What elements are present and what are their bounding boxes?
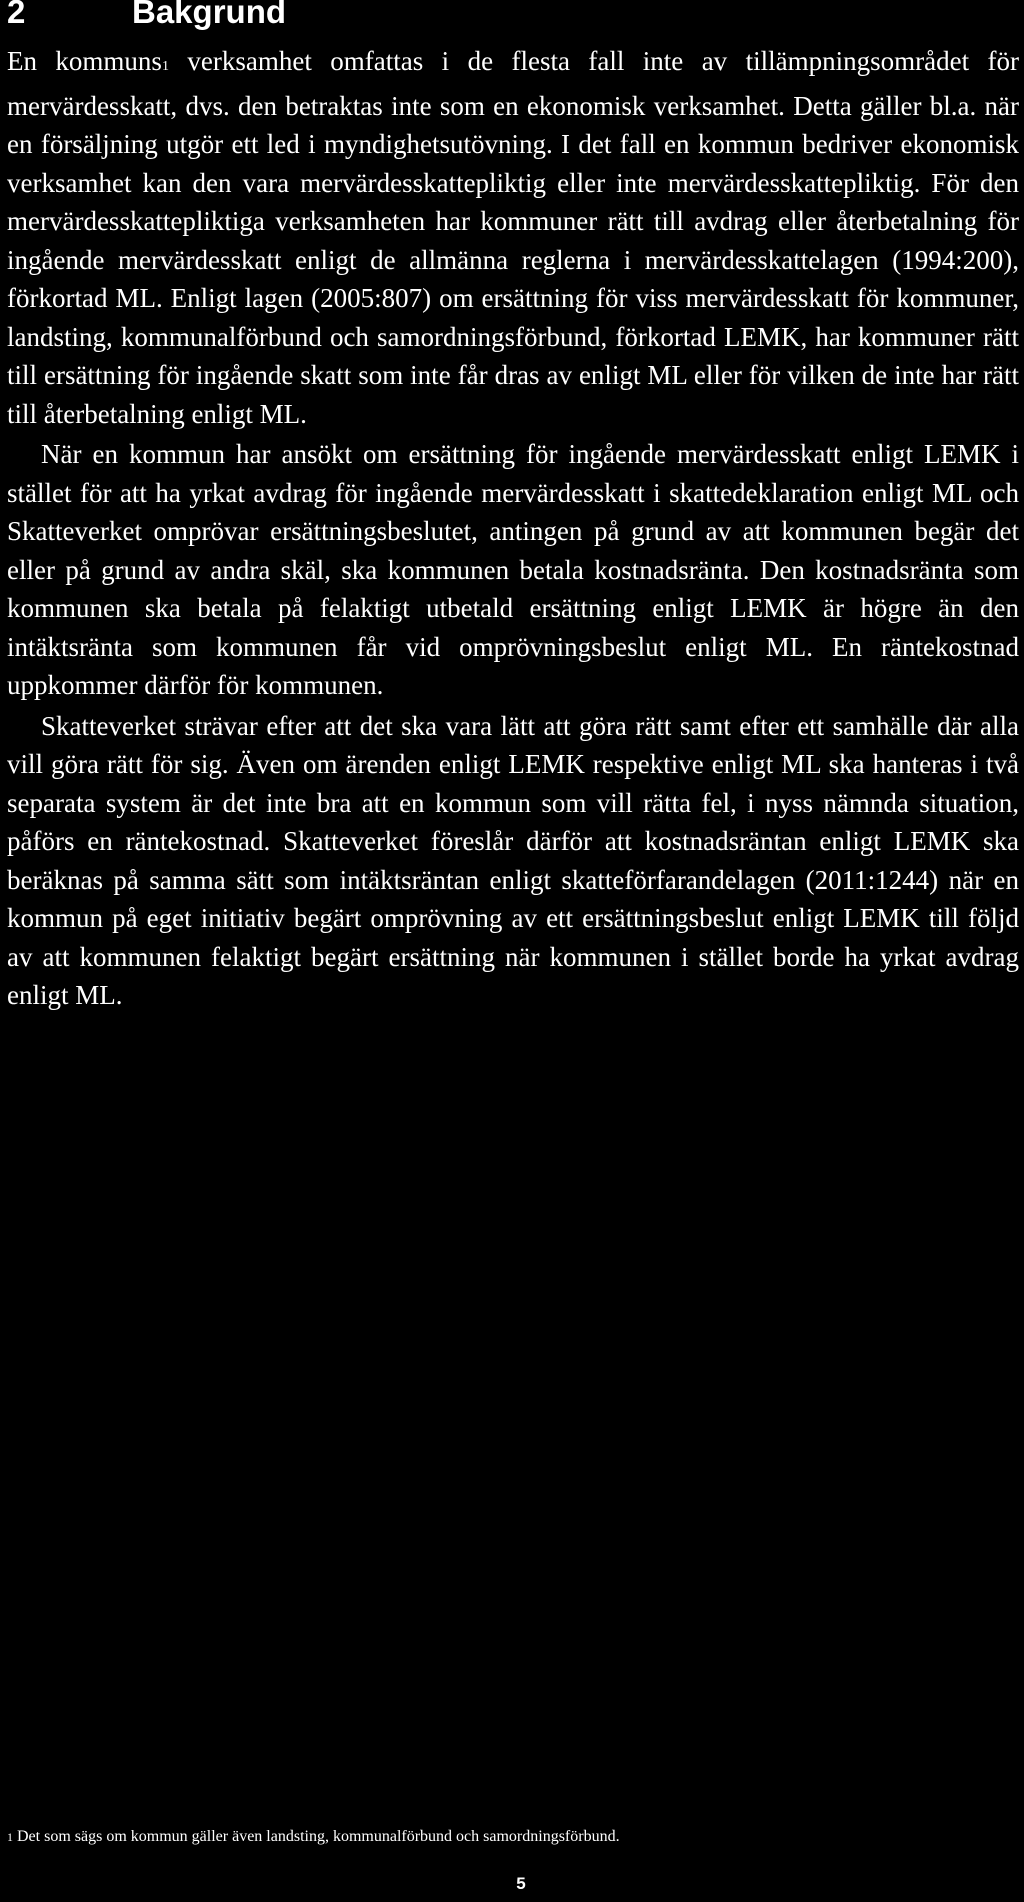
paragraph-2: När en kommun har ansökt om ersättning för ingående mervärdesskatt enligt LEMK i stället för att ha yrkat avdrag för ingående mervärdesskatt i skattedeklaration enligt ML och Skatteverket omprövar ersättningsbeslutet, antingen på grund av att kommunen begär det eller på grund av andra skäl, ska kommunen betala kostnadsränta. Den kostnadsränta som kommunen ska betala på felaktigt utbetald ersättning enligt LEMK är högre än den intäktsränta som kommunen får vid omprövningsbeslut enligt ML. En räntekostnad uppkommer därför för kommunen. bbox=[7, 439, 1019, 700]
body-text bbox=[7, 42, 1019, 1017]
footnote bbox=[7, 1827, 1007, 1847]
section-title: Bakgrund bbox=[132, 0, 287, 30]
footnote-reference[interactable]: 1 bbox=[161, 59, 169, 74]
paragraph-1-lead: En kommuns bbox=[7, 46, 162, 76]
paragraph-3: Skatteverket strävar efter att det ska vara lätt att göra rätt samt efter ett samhälle där alla vill göra rätt för sig. Även om ärenden enligt LEMK respektive enligt ML ska hanteras i två separata system är det inte bra att en kommun som vill rätta fel, i nyss nämnda situation, påförs en räntekostnad. Skatteverket föreslår därför att kostnadsräntan enligt LEMK ska beräknas på samma sätt som intäktsräntan enligt skatteförfarandelagen (2011:1244) när en kommun på eget initiativ begärt omprövning av ett ersättningsbeslut enligt LEMK till följd av att kommunen felaktigt begärt ersättning när kommunen i stället borde ha yrkat avdrag enligt ML. bbox=[7, 710, 1019, 1010]
paragraph-1-rest: verksamhet omfattas i de flesta fall inte av tillämpningsområdet för mervärdesskatt, dvs. den betraktas inte som en ekonomisk verksamhet. Detta gäller bl.a. när en försäljning utgör ett led i myndighetsutövning. I det fall en kommun bedriver ekonomisk verksamhet kan den vara mervärdesskattepliktig eller inte mervärdesskattepliktig. För den mervärdesskattepliktiga verksamheten har kommuner rätt till avdrag eller återbetalning för ingående mervärdesskatt enligt de allmänna reglerna i mervärdesskattelagen (1994:200), förkortad ML. Enligt lagen (2005:807) om ersättning för viss mervärdesskatt för kommuner, landsting, kommunalförbund och samordningsförbund, förkortad LEMK, har kommuner rätt till ersättning för ingående skatt som inte får dras av enligt ML eller för vilken de inte har rätt till återbetalning enligt ML. bbox=[7, 46, 1019, 429]
page-number: 5 bbox=[516, 1874, 526, 1893]
footnote-mark: 1 bbox=[7, 1830, 13, 1844]
footnote-text: Det som sägs om kommun gäller även landsting, kommunalförbund och samordningsförbund. bbox=[17, 1828, 620, 1845]
section-heading bbox=[7, 0, 286, 32]
section-number: 2 bbox=[7, 0, 26, 30]
paragraph-1 bbox=[7, 42, 1019, 433]
